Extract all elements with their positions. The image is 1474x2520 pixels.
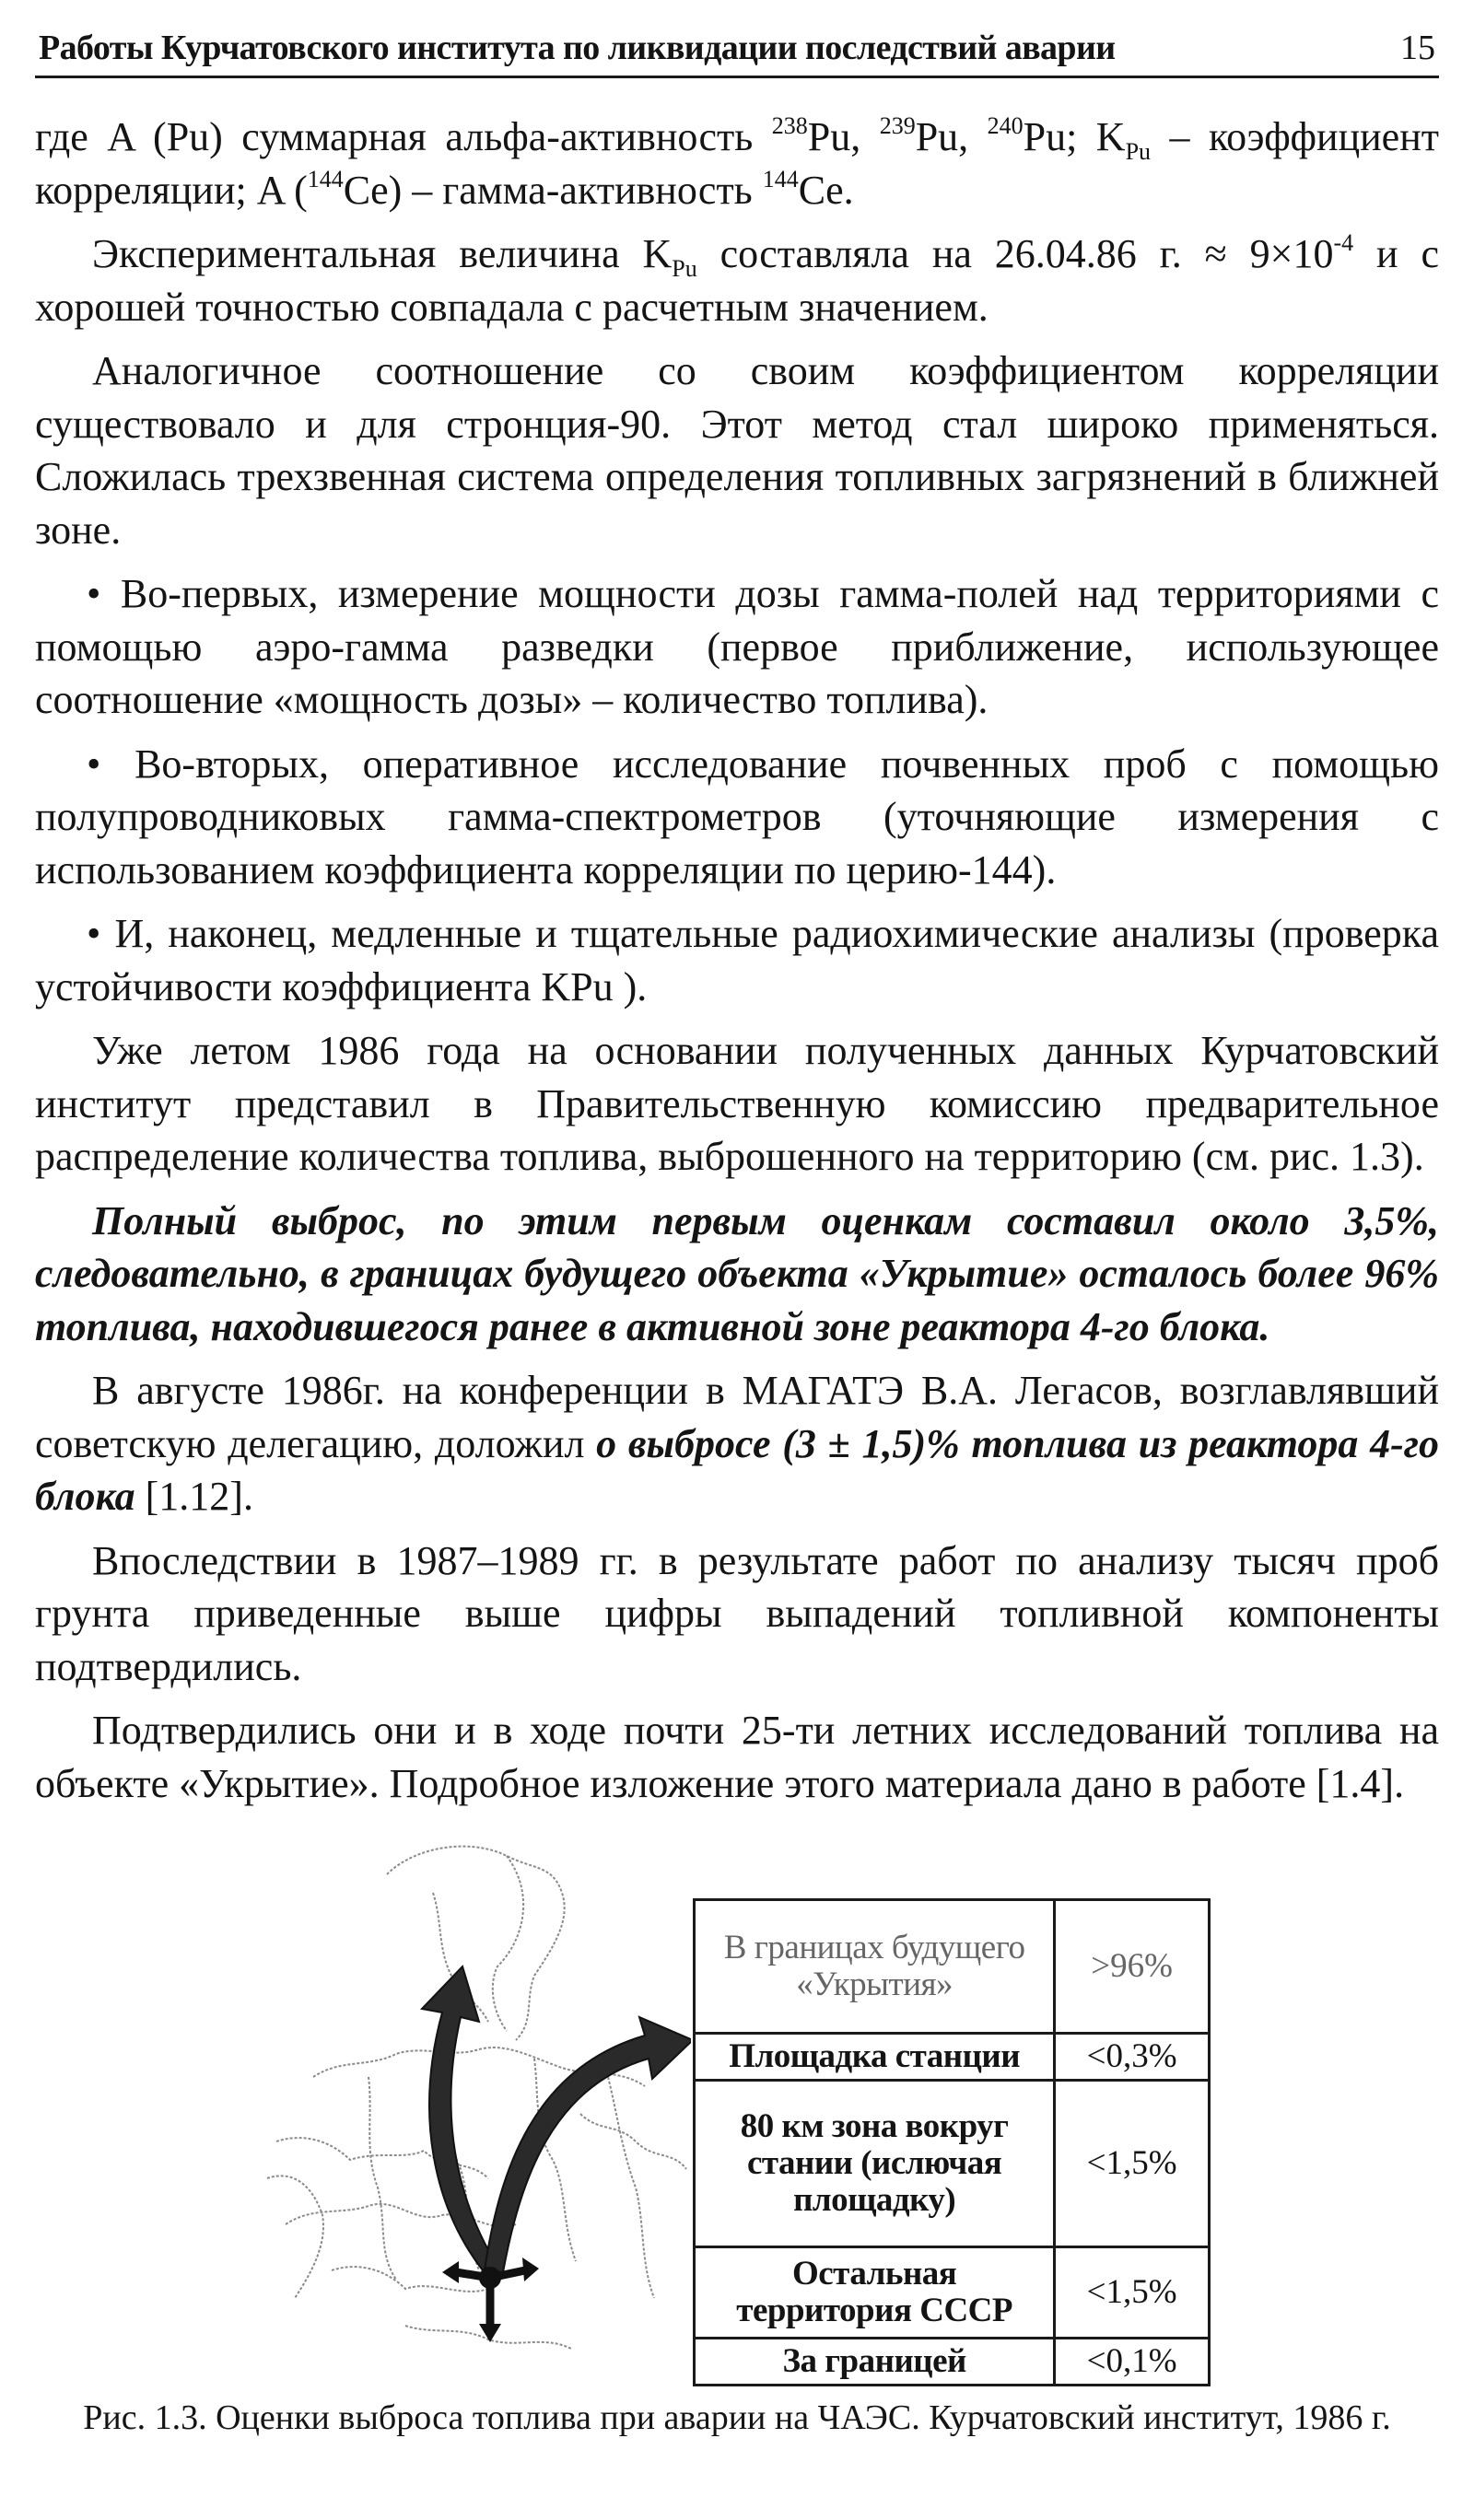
running-title: Работы Курчатовского института по ликвидации последствий аварии xyxy=(39,29,1116,67)
paragraph-iaea-conference: В августе 1986г. на конференции в МАГАТЭ В.А. Легасов, возглавлявший советскую делегацию, доложил о выбросе (3 ± 1,5)% топлива из реактора 4-го блока [1.12]. xyxy=(35,1368,1439,1519)
table-row xyxy=(695,2034,1210,2081)
page-number: 15 xyxy=(1400,29,1435,67)
body-text xyxy=(35,111,1439,1821)
paragraph-1987-1989: Впоследствии в 1987–1989 гг. в результате работ по анализу тысяч проб грунта приведенные выше цифры выпадений топливной компоненты подтвердились. xyxy=(35,1537,1439,1689)
table-row xyxy=(695,2081,1210,2247)
figure-1-3 xyxy=(0,1838,1474,2482)
table-cell-value: <0,3% xyxy=(1055,2034,1210,2081)
table-cell-label: 80 км зона вокруг стании (ислючая площадку) xyxy=(695,2081,1055,2247)
table-cell-label: Остальная территория СССР xyxy=(695,2247,1055,2339)
paragraph-summer-1986: Уже летом 1986 года на основании полученных данных Курчатовский институт представил в Правительственную комиссию предварительное распределение количества топлива, выброшенного на территорию (см. рис. 1.3). xyxy=(35,1028,1439,1179)
release-estimate-table xyxy=(693,1898,1211,2386)
page-header xyxy=(35,24,1439,78)
paragraph-formula-definitions: где A (Pu) суммарная альфа-активность $^{238}$Pu, $^{239}$Pu, $^{240}$Pu; $K_{Pu}$ – коэффициент корреляции; A ($^{144}$Ce) – гамма-активность $^{144}$Ce. xyxy=(35,112,1439,213)
table-row xyxy=(695,2247,1210,2339)
table-cell-value: <1,5% xyxy=(1055,2247,1210,2339)
table-cell-value: <1,5% xyxy=(1055,2081,1210,2247)
table-cell-label: Площадка станции xyxy=(695,2034,1055,2081)
table-cell-value: <0,1% xyxy=(1055,2339,1210,2386)
paragraph-ukrytie-research: Подтвердились они и в ходе почти 25-ти летних исследований топлива на объекте «Укрытие». Подробное изложение этого материала дано в работе [1.4]. xyxy=(35,1708,1439,1806)
table-row xyxy=(695,1900,1210,2034)
bullet-second: • Во-вторых, оперативное исследование почвенных проб с помощью полупроводниковых гамма-спектрометров (уточняющие измерения с использованием коэффициента корреляции по церию-144). xyxy=(35,741,1439,892)
europe-map-icon xyxy=(258,1838,691,2372)
table-row xyxy=(695,2339,1210,2386)
paragraph-strontium: Аналогичное соотношение со своим коэффициентом корреляции существовало и для стронция-90. Этот метод стал широко применяться. Сложилась трехзвенная система определения топливных загрязнений в ближней зоне. xyxy=(35,348,1439,553)
table-cell-value: >96% xyxy=(1055,1900,1210,2034)
table-cell-label: В границах будущего «Укрытия» xyxy=(695,1900,1055,2034)
bullet-third: • И, наконец, медленные и тщательные радиохимические анализы (проверка устойчивости коэффициента KPu ). xyxy=(35,911,1439,1009)
paragraph-total-release-emphasis: Полный выброс, по этим первым оценкам составил около 3,5%, следовательно, в границах будущего объекта «Укрытие» осталось более 96% топлива, находившегося ранее в активной зоне реактора 4-го блока. xyxy=(35,1197,1439,1349)
figure-caption: Рис. 1.3. Оценки выброса топлива при аварии на ЧАЭС. Курчатовский институт, 1986 г. xyxy=(83,2398,1391,2437)
table-cell-label: За границей xyxy=(695,2339,1055,2386)
paragraph-kpu-value: Экспериментальная величина $K_{Pu}$ составляла на 26.04.86 г. ≈ $9\times 10^{-4}$ и с хорошей точностью совпадала с расчетным значением. xyxy=(35,229,1439,330)
bullet-first: • Во-первых, измерение мощности дозы гамма-полей над территориями с помощью аэро-гамма разведки (первое приближение, использующее соотношение «мощность дозы» – количество топлива). xyxy=(35,571,1439,722)
